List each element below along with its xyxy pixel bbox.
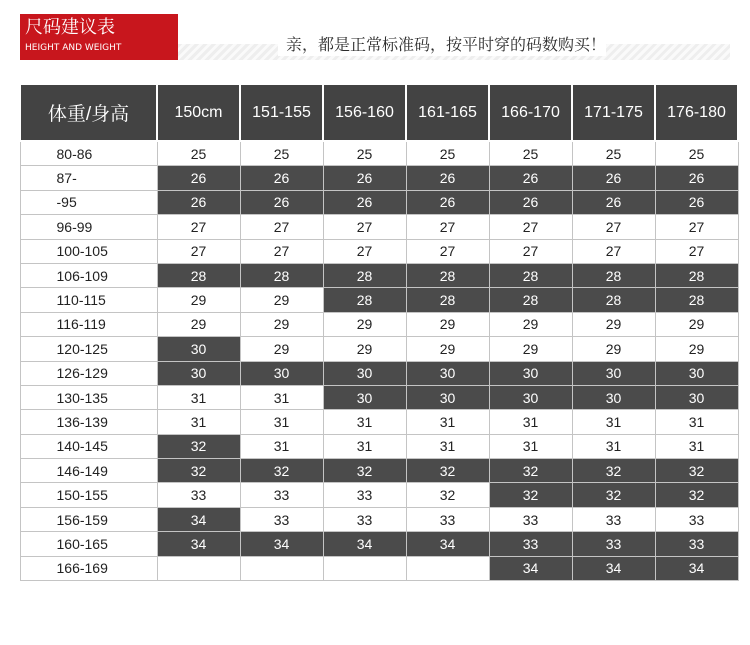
weight-range-label: 100-105 (20, 239, 157, 263)
size-advice-tagline: 亲，都是正常标准码，按平时穿的码数购买！ (278, 34, 606, 56)
size-cell: 25 (157, 141, 240, 166)
weight-range-label: 120-125 (20, 337, 157, 361)
size-cell: 29 (489, 337, 572, 361)
table-row (20, 141, 738, 166)
page-header (0, 0, 750, 80)
column-header: 171-175 (572, 84, 655, 141)
size-cell: 31 (323, 434, 406, 458)
table-row (20, 507, 738, 531)
size-cell: 27 (157, 215, 240, 239)
size-cell: 26 (489, 190, 572, 214)
size-cell: 31 (240, 410, 323, 434)
table-row (20, 556, 738, 580)
size-cell: 25 (489, 141, 572, 166)
size-cell: 32 (157, 459, 240, 483)
size-cell: 27 (655, 239, 738, 263)
size-cell: 27 (323, 215, 406, 239)
size-cell: 31 (655, 434, 738, 458)
size-cell: 32 (240, 459, 323, 483)
weight-range-label: 87- (20, 166, 157, 190)
size-cell: 29 (323, 312, 406, 336)
size-cell: 33 (572, 532, 655, 556)
size-cell: 27 (572, 239, 655, 263)
table-row (20, 288, 738, 312)
size-cell: 30 (406, 361, 489, 385)
size-cell: 29 (489, 312, 572, 336)
size-cell: 29 (572, 312, 655, 336)
column-header: 161-165 (406, 84, 489, 141)
size-cell: 31 (323, 410, 406, 434)
size-cell: 31 (157, 385, 240, 409)
table-row (20, 190, 738, 214)
size-chart (19, 83, 734, 581)
weight-range-label: 126-129 (20, 361, 157, 385)
weight-range-label: 130-135 (20, 385, 157, 409)
title-badge (20, 14, 178, 60)
weight-range-label: 80-86 (20, 141, 157, 166)
table-row (20, 215, 738, 239)
size-cell: 34 (406, 532, 489, 556)
weight-range-label: 96-99 (20, 215, 157, 239)
size-cell: 34 (323, 532, 406, 556)
size-cell: 31 (572, 410, 655, 434)
size-cell: 29 (157, 288, 240, 312)
weight-range-label: 146-149 (20, 459, 157, 483)
size-cell: 29 (572, 337, 655, 361)
table-row (20, 459, 738, 483)
size-cell: 33 (489, 507, 572, 531)
size-cell: 31 (489, 410, 572, 434)
weight-range-label: 110-115 (20, 288, 157, 312)
size-cell: 32 (157, 434, 240, 458)
size-cell: 31 (406, 410, 489, 434)
size-cell: 27 (157, 239, 240, 263)
size-cell: 31 (572, 434, 655, 458)
table-row (20, 385, 738, 409)
size-cell: 28 (572, 288, 655, 312)
size-cell: 30 (489, 385, 572, 409)
size-cell: 26 (323, 190, 406, 214)
size-cell: 29 (406, 337, 489, 361)
table-row (20, 239, 738, 263)
size-cell: 30 (489, 361, 572, 385)
table-row (20, 532, 738, 556)
weight-range-label: 106-109 (20, 263, 157, 287)
size-cell: 28 (406, 288, 489, 312)
size-cell: 29 (406, 312, 489, 336)
table-row (20, 263, 738, 287)
size-cell: 32 (655, 483, 738, 507)
weight-range-label: -95 (20, 190, 157, 214)
size-cell: 27 (489, 239, 572, 263)
size-cell: 26 (655, 190, 738, 214)
size-cell: 33 (572, 507, 655, 531)
column-header: 151-155 (240, 84, 323, 141)
size-cell: 29 (240, 337, 323, 361)
size-cell: 25 (655, 141, 738, 166)
size-cell: 30 (323, 361, 406, 385)
size-cell: 25 (572, 141, 655, 166)
size-cell: 28 (406, 263, 489, 287)
size-cell: 34 (157, 507, 240, 531)
size-cell: 28 (655, 288, 738, 312)
size-cell: 27 (406, 215, 489, 239)
column-header: 156-160 (323, 84, 406, 141)
size-cell: 30 (572, 385, 655, 409)
weight-range-label: 136-139 (20, 410, 157, 434)
size-cell: 30 (323, 385, 406, 409)
size-cell: 30 (240, 361, 323, 385)
size-cell: 25 (406, 141, 489, 166)
size-cell: 30 (157, 337, 240, 361)
size-cell: 27 (406, 239, 489, 263)
size-cell: 32 (489, 459, 572, 483)
size-cell: 33 (406, 507, 489, 531)
size-cell: 32 (655, 459, 738, 483)
size-cell: 26 (157, 166, 240, 190)
size-cell (240, 556, 323, 580)
weight-range-label: 140-145 (20, 434, 157, 458)
size-cell: 26 (655, 166, 738, 190)
size-cell: 29 (240, 312, 323, 336)
table-row (20, 312, 738, 336)
size-cell: 28 (489, 288, 572, 312)
size-cell: 26 (406, 190, 489, 214)
size-cell: 33 (240, 507, 323, 531)
corner-header: 体重/身高 (20, 84, 157, 141)
size-cell (323, 556, 406, 580)
size-cell: 33 (323, 483, 406, 507)
size-cell: 33 (489, 532, 572, 556)
size-cell: 26 (406, 166, 489, 190)
size-cell: 27 (240, 239, 323, 263)
size-cell: 32 (572, 483, 655, 507)
size-cell: 32 (572, 459, 655, 483)
size-cell: 26 (489, 166, 572, 190)
column-header: 166-170 (489, 84, 572, 141)
size-cell: 29 (655, 337, 738, 361)
table-row (20, 483, 738, 507)
size-cell: 29 (240, 288, 323, 312)
size-cell (157, 556, 240, 580)
size-cell: 27 (655, 215, 738, 239)
size-cell: 32 (406, 483, 489, 507)
table-row (20, 166, 738, 190)
size-cell: 30 (406, 385, 489, 409)
size-cell: 29 (655, 312, 738, 336)
size-cell: 26 (572, 166, 655, 190)
size-cell: 34 (489, 556, 572, 580)
table-row (20, 434, 738, 458)
size-cell: 32 (323, 459, 406, 483)
size-cell: 28 (572, 263, 655, 287)
size-cell: 31 (406, 434, 489, 458)
size-cell: 34 (572, 556, 655, 580)
size-cell: 25 (240, 141, 323, 166)
size-cell: 30 (572, 361, 655, 385)
size-cell: 33 (655, 507, 738, 531)
size-cell: 27 (489, 215, 572, 239)
size-cell: 30 (655, 385, 738, 409)
column-header: 176-180 (655, 84, 738, 141)
size-table (19, 83, 739, 581)
size-cell: 30 (655, 361, 738, 385)
weight-range-label: 160-165 (20, 532, 157, 556)
size-cell: 33 (655, 532, 738, 556)
size-cell: 33 (323, 507, 406, 531)
page-subtitle: HEIGHT AND WEIGHT (25, 43, 122, 53)
size-cell: 28 (323, 288, 406, 312)
weight-range-label: 150-155 (20, 483, 157, 507)
size-cell: 34 (157, 532, 240, 556)
size-cell: 26 (240, 190, 323, 214)
size-cell: 31 (240, 434, 323, 458)
size-cell: 28 (655, 263, 738, 287)
table-row (20, 337, 738, 361)
table-row (20, 410, 738, 434)
size-cell: 28 (240, 263, 323, 287)
column-header: 150cm (157, 84, 240, 141)
size-cell: 33 (240, 483, 323, 507)
size-cell: 33 (157, 483, 240, 507)
size-cell: 26 (240, 166, 323, 190)
size-cell: 29 (323, 337, 406, 361)
table-row (20, 361, 738, 385)
weight-range-label: 116-119 (20, 312, 157, 336)
size-cell: 32 (406, 459, 489, 483)
size-cell: 34 (240, 532, 323, 556)
size-cell: 25 (323, 141, 406, 166)
size-cell: 28 (157, 263, 240, 287)
size-cell: 28 (323, 263, 406, 287)
size-cell: 29 (157, 312, 240, 336)
size-cell: 28 (489, 263, 572, 287)
size-cell: 27 (323, 239, 406, 263)
size-cell: 31 (157, 410, 240, 434)
weight-range-label: 166-169 (20, 556, 157, 580)
size-cell: 31 (655, 410, 738, 434)
size-cell: 27 (572, 215, 655, 239)
table-body (20, 141, 738, 581)
size-cell: 34 (655, 556, 738, 580)
size-cell: 31 (489, 434, 572, 458)
size-cell: 26 (157, 190, 240, 214)
table-header-row (20, 84, 738, 141)
size-cell: 30 (157, 361, 240, 385)
size-cell: 26 (572, 190, 655, 214)
weight-range-label: 156-159 (20, 507, 157, 531)
size-cell: 26 (323, 166, 406, 190)
page-title: 尺码建议表 (25, 17, 115, 38)
size-cell: 27 (240, 215, 323, 239)
size-cell (406, 556, 489, 580)
size-cell: 31 (240, 385, 323, 409)
size-cell: 32 (489, 483, 572, 507)
